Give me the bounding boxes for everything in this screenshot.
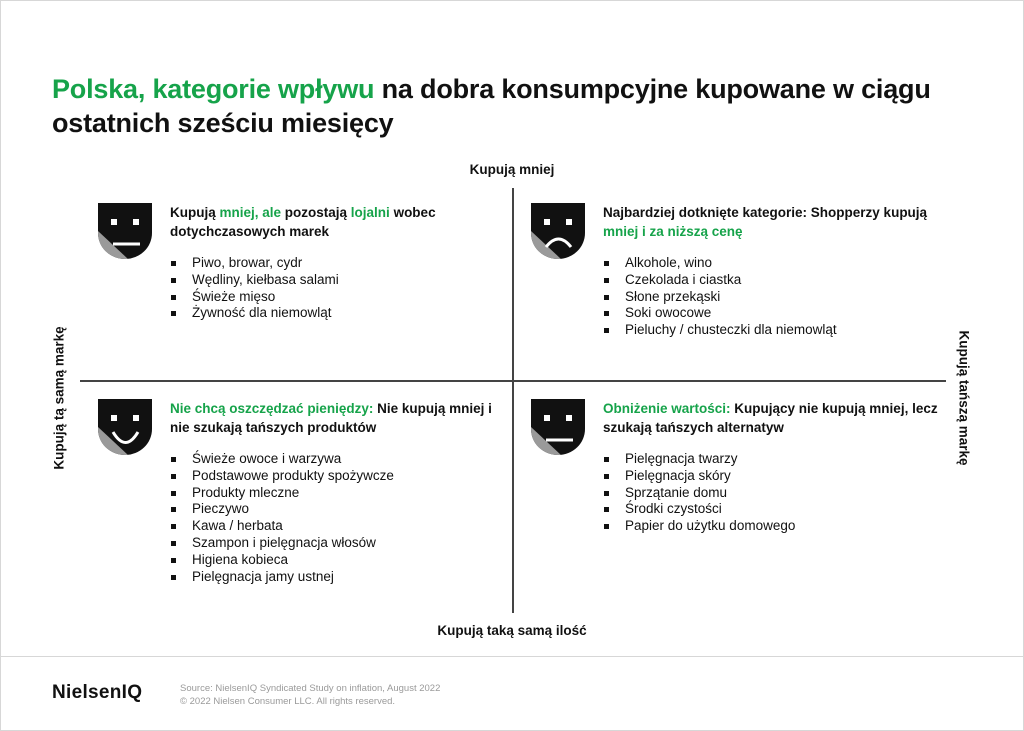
footer-divider xyxy=(0,656,1024,657)
axis-label-right: Kupują tańszą markę xyxy=(956,330,972,466)
quadrant-list xyxy=(603,255,837,339)
list-item: Pielęgnacja skóry xyxy=(603,468,795,485)
quadrant-header xyxy=(603,399,943,437)
axis-label-left: Kupują tą samą markę xyxy=(51,326,67,470)
list-item: Środki czystości xyxy=(603,501,795,518)
list-item: Świeże owoce i warzywa xyxy=(170,451,394,468)
sad-face-icon xyxy=(531,203,585,259)
header-text: Kupujący nie kupują mniej, lecz szukają tańszych alternatyw xyxy=(603,401,938,435)
title-rest: na dobra konsumpcyjne kupowane w ciągu ostatnich sześciu miesięcy xyxy=(52,74,931,138)
header-highlight: Obniżenie wartości: xyxy=(603,401,731,416)
list-item: Kawa / herbata xyxy=(170,518,394,535)
nielseniq-logo: NielsenIQ xyxy=(52,682,143,703)
quadrant-header xyxy=(603,203,943,241)
list-item: Podstawowe produkty spożywcze xyxy=(170,468,394,485)
neutral-face-icon xyxy=(531,399,585,455)
header-highlight: Nie chcą oszczędzać pieniędzy: xyxy=(170,401,374,416)
axis-label-bottom: Kupują taką samą ilość xyxy=(437,623,587,638)
header-text: Nie kupują mniej i nie szukają tańszych produktów xyxy=(170,401,492,435)
axis-label-top: Kupują mniej xyxy=(469,162,555,177)
list-item: Słone przekąski xyxy=(603,289,837,306)
neutral-face-icon xyxy=(98,203,152,259)
vertical-axis-line xyxy=(512,188,514,613)
list-item: Szampon i pielęgnacja włosów xyxy=(170,535,394,552)
title-highlight: Polska, kategorie wpływu xyxy=(52,74,375,104)
list-item: Czekolada i ciastka xyxy=(603,272,837,289)
list-item: Produkty mleczne xyxy=(170,485,394,502)
quadrant-list xyxy=(170,255,339,322)
header-text: wobec dotychczasowych marek xyxy=(170,205,436,239)
header-text: pozostają xyxy=(281,205,351,220)
list-item: Soki owocowe xyxy=(603,305,837,322)
quadrant-list xyxy=(170,451,394,585)
smile-face-icon xyxy=(98,399,152,455)
header-text: Kupują xyxy=(170,205,220,220)
list-item: Higiena kobieca xyxy=(170,552,394,569)
header-highlight: mniej, ale xyxy=(219,205,282,220)
list-item: Alkohole, wino xyxy=(603,255,837,272)
list-item: Piwo, browar, cydr xyxy=(170,255,339,272)
source-text: Source: NielsenIQ Syndicated Study on inflation, August 2022 xyxy=(180,683,441,694)
list-item: Pielęgnacja jamy ustnej xyxy=(170,569,394,586)
list-item: Żywność dla niemowląt xyxy=(170,305,339,322)
quadrant-header xyxy=(170,203,510,241)
quadrant-header xyxy=(170,399,510,437)
list-item: Pieluchy / chusteczki dla niemowląt xyxy=(603,322,837,339)
copyright-text: © 2022 Nielsen Consumer LLC. All rights reserved. xyxy=(180,695,396,707)
page-title xyxy=(52,72,992,140)
list-item: Papier do użytku domowego xyxy=(603,518,795,535)
header-highlight: mniej i za niższą cenę xyxy=(603,224,743,239)
list-item: Wędliny, kiełbasa salami xyxy=(170,272,339,289)
list-item: Pielęgnacja twarzy xyxy=(603,451,795,468)
quadrant-list xyxy=(603,451,795,535)
header-highlight: lojalni xyxy=(350,205,390,220)
footer-source xyxy=(180,683,440,708)
list-item: Świeże mięso xyxy=(170,289,339,306)
list-item: Pieczywo xyxy=(170,501,394,518)
list-item: Sprzątanie domu xyxy=(603,485,795,502)
header-text: Najbardziej dotknięte kategorie: Shopperzy kupują xyxy=(603,205,928,220)
